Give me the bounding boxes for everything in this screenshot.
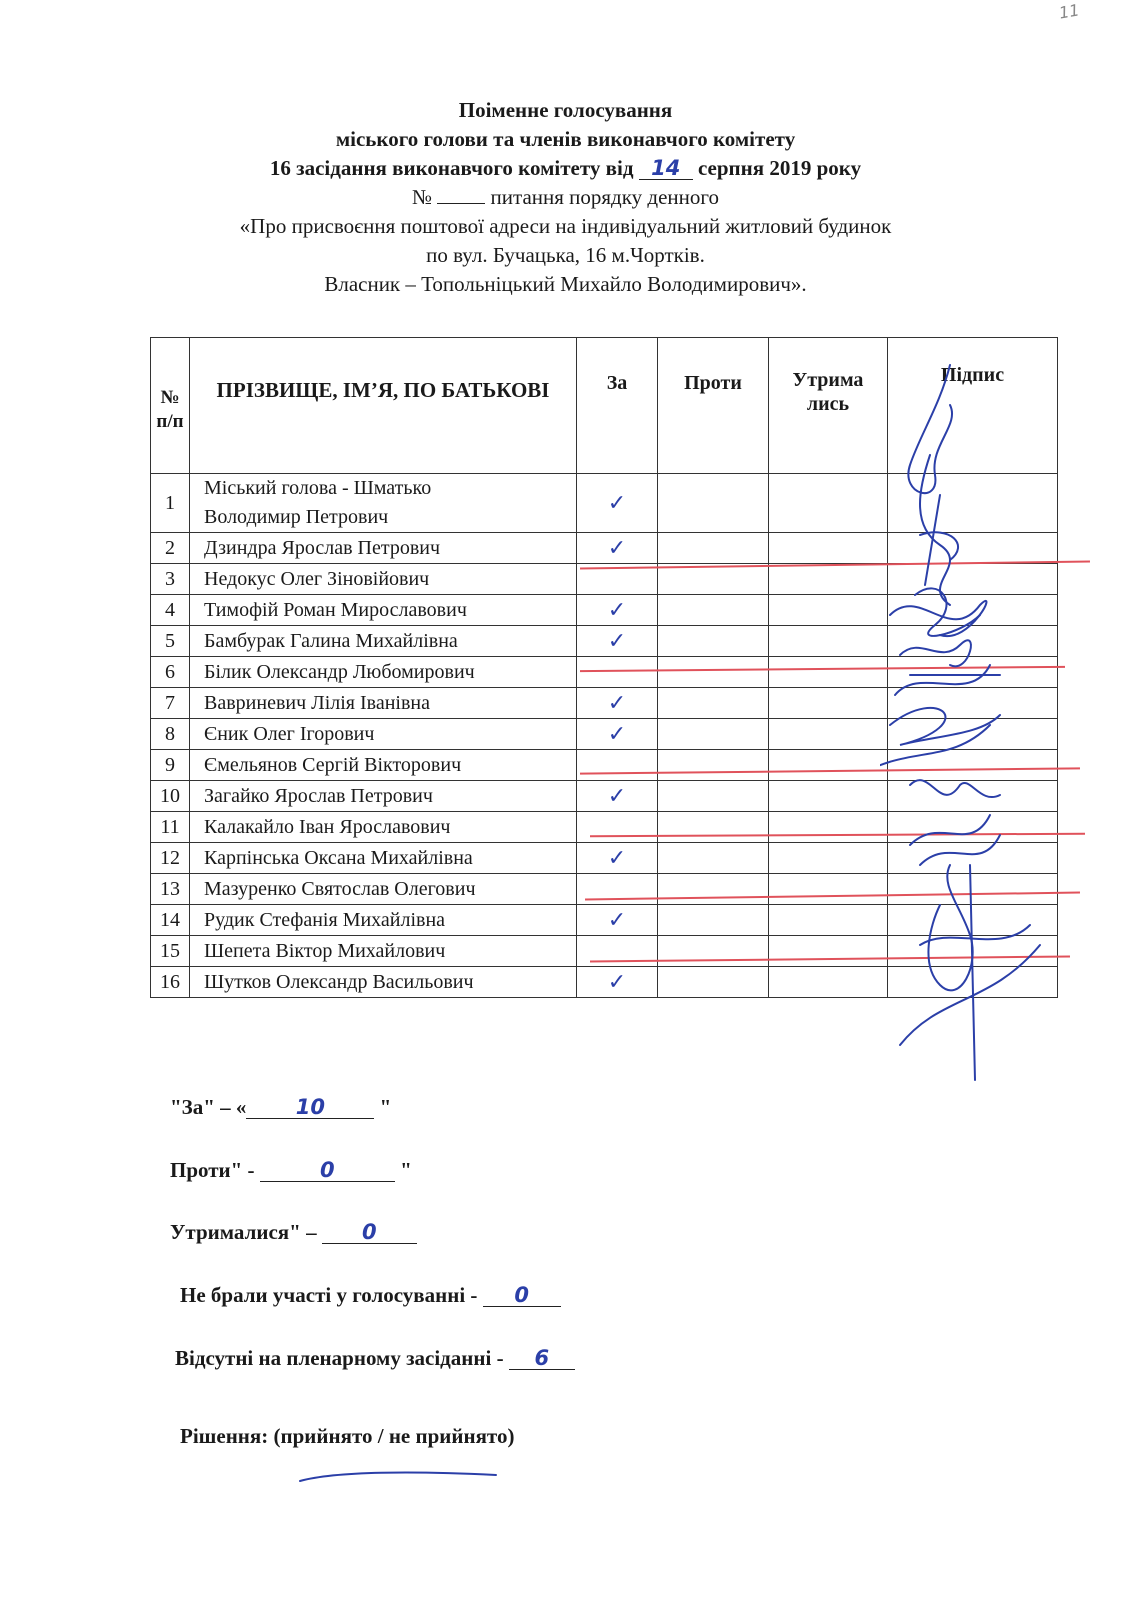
member-name: Міський голова - Шматько Володимир Петрович bbox=[190, 474, 577, 533]
row-number: 4 bbox=[151, 595, 190, 626]
vote-for-cell bbox=[577, 843, 658, 874]
signature-cell bbox=[888, 595, 1058, 626]
member-name: Вавриневич Лілія Іванівна bbox=[190, 688, 577, 719]
vote-abstain-cell bbox=[769, 812, 888, 843]
row-number: 3 bbox=[151, 564, 190, 595]
vote-for-cell bbox=[577, 967, 658, 998]
vote-against-cell bbox=[658, 657, 769, 688]
member-name: Дзиндра Ярослав Петрович bbox=[190, 533, 577, 564]
vote-abstain-cell bbox=[769, 626, 888, 657]
vote-against-cell bbox=[658, 626, 769, 657]
row-number: 9 bbox=[151, 750, 190, 781]
checkmark-icon: ✓ bbox=[607, 969, 627, 995]
vote-against-cell bbox=[658, 781, 769, 812]
summary-absent: Відсутні на пленарному засіданні - 6 bbox=[175, 1346, 575, 1371]
signature-cell bbox=[888, 905, 1058, 936]
vote-abstain-cell bbox=[769, 750, 888, 781]
table-row bbox=[151, 719, 1058, 750]
row-number: 2 bbox=[151, 533, 190, 564]
decision-underline bbox=[296, 1465, 506, 1485]
member-name: Мазуренко Святослав Олегович bbox=[190, 874, 577, 905]
table-row bbox=[151, 967, 1058, 998]
table-row bbox=[151, 688, 1058, 719]
vote-abstain-cell bbox=[769, 657, 888, 688]
heading-line-2: міського голови та членів виконавчого комітету bbox=[335, 127, 796, 151]
document-heading bbox=[0, 96, 1131, 299]
col-name-header: ПРІЗВИЩЕ, ІМ’Я, ПО БАТЬКОВІ bbox=[190, 338, 577, 474]
row-number: 14 bbox=[151, 905, 190, 936]
checkmark-icon: ✓ bbox=[607, 845, 627, 871]
signature-cell bbox=[888, 533, 1058, 564]
row-number: 6 bbox=[151, 657, 190, 688]
checkmark-icon: ✓ bbox=[607, 721, 627, 747]
row-number: 5 bbox=[151, 626, 190, 657]
member-name: Шепета Віктор Михайлович bbox=[190, 936, 577, 967]
member-name: Єник Олег Ігорович bbox=[190, 719, 577, 750]
checkmark-icon: ✓ bbox=[607, 535, 627, 561]
table-row bbox=[151, 781, 1058, 812]
row-number: 15 bbox=[151, 936, 190, 967]
vote-against-cell bbox=[658, 843, 769, 874]
checkmark-icon: ✓ bbox=[607, 597, 627, 623]
vote-abstain-cell bbox=[769, 936, 888, 967]
summary-not-voting: Не брали участі у голосуванні - 0 bbox=[180, 1283, 561, 1308]
signature-cell bbox=[888, 936, 1058, 967]
table-row bbox=[151, 843, 1058, 874]
page-number: 11 bbox=[1057, 0, 1081, 23]
vote-against-cell bbox=[658, 936, 769, 967]
agenda-item-line: № питання порядку денного bbox=[412, 185, 719, 209]
row-number: 7 bbox=[151, 688, 190, 719]
signature-cell bbox=[888, 564, 1058, 595]
member-name: Рудик Стефанія Михайлівна bbox=[190, 905, 577, 936]
table-row bbox=[151, 750, 1058, 781]
vote-abstain-cell bbox=[769, 688, 888, 719]
signature-cell bbox=[888, 688, 1058, 719]
vote-for-cell bbox=[577, 812, 658, 843]
col-signature-header: Підпис bbox=[888, 338, 1058, 474]
vote-for-cell bbox=[577, 781, 658, 812]
signature-cell bbox=[888, 657, 1058, 688]
vote-abstain-cell bbox=[769, 905, 888, 936]
signature-cell bbox=[888, 719, 1058, 750]
col-against-header: Проти bbox=[658, 338, 769, 474]
summary-against: Проти" - 0 " bbox=[170, 1158, 412, 1182]
row-number: 8 bbox=[151, 719, 190, 750]
signature-cell bbox=[888, 750, 1058, 781]
agenda-item-number-field bbox=[437, 203, 485, 204]
signature-cell bbox=[888, 626, 1058, 657]
vote-abstain-cell bbox=[769, 564, 888, 595]
signature-cell bbox=[888, 967, 1058, 998]
member-name: Тимофій Роман Мирославович bbox=[190, 595, 577, 626]
vote-abstain-cell bbox=[769, 719, 888, 750]
vote-table-header bbox=[151, 338, 1058, 474]
signature-cell bbox=[888, 812, 1058, 843]
vote-against-cell bbox=[658, 533, 769, 564]
vote-abstain-cell bbox=[769, 874, 888, 905]
vote-abstain-cell bbox=[769, 843, 888, 874]
vote-for-cell bbox=[577, 595, 658, 626]
absent-count-field: 6 bbox=[509, 1347, 575, 1370]
row-number: 16 bbox=[151, 967, 190, 998]
topic-line-3: Власник – Топольніцький Михайло Володимирович». bbox=[324, 272, 807, 296]
row-number: 10 bbox=[151, 781, 190, 812]
vote-abstain-cell bbox=[769, 474, 888, 533]
row-number: 1 bbox=[151, 474, 190, 533]
decision-label: Рішення: (прийнято / не прийнято) bbox=[180, 1424, 515, 1448]
vote-for-cell bbox=[577, 750, 658, 781]
vote-against-cell bbox=[658, 595, 769, 626]
topic-line-2: по вул. Бучацька, 16 м.Чортків. bbox=[426, 243, 705, 267]
member-name: Бамбурак Галина Михайлівна bbox=[190, 626, 577, 657]
checkmark-icon: ✓ bbox=[607, 783, 627, 809]
document-title: Поіменне голосування bbox=[458, 98, 673, 122]
table-row bbox=[151, 812, 1058, 843]
vote-abstain-cell bbox=[769, 781, 888, 812]
member-name: Шутков Олександр Васильович bbox=[190, 967, 577, 998]
row-number: 13 bbox=[151, 874, 190, 905]
vote-for-cell bbox=[577, 533, 658, 564]
checkmark-icon: ✓ bbox=[607, 490, 627, 516]
member-name: Калакайло Іван Ярославович bbox=[190, 812, 577, 843]
vote-against-cell bbox=[658, 688, 769, 719]
col-for-header: За bbox=[577, 338, 658, 474]
member-name: Ємельянов Сергій Вікторович bbox=[190, 750, 577, 781]
row-number: 12 bbox=[151, 843, 190, 874]
member-name: Білик Олександр Любомирович bbox=[190, 657, 577, 688]
topic-line-1: «Про присвоєння поштової адреси на індивідуальний житловий будинок bbox=[239, 214, 892, 238]
vote-abstain-cell bbox=[769, 967, 888, 998]
vote-against-cell bbox=[658, 905, 769, 936]
table-row bbox=[151, 905, 1058, 936]
vote-for-cell bbox=[577, 474, 658, 533]
member-name: Недокус Олег Зіновійович bbox=[190, 564, 577, 595]
checkmark-icon: ✓ bbox=[607, 690, 627, 716]
table-row bbox=[151, 595, 1058, 626]
col-abstained-header: Утрима лись bbox=[769, 338, 888, 474]
vote-against-cell bbox=[658, 967, 769, 998]
vote-for-cell bbox=[577, 626, 658, 657]
col-number-header: № п/п bbox=[151, 338, 190, 474]
vote-against-cell bbox=[658, 750, 769, 781]
vote-abstain-cell bbox=[769, 533, 888, 564]
member-name: Загайко Ярослав Петрович bbox=[190, 781, 577, 812]
abstained-count-field: 0 bbox=[322, 1221, 417, 1244]
vote-against-cell bbox=[658, 874, 769, 905]
vote-for-cell bbox=[577, 905, 658, 936]
signature-cell bbox=[888, 474, 1058, 533]
member-name: Карпінська Оксана Михайлівна bbox=[190, 843, 577, 874]
table-row bbox=[151, 533, 1058, 564]
vote-for-cell bbox=[577, 688, 658, 719]
summary-abstained: Утрималися" – 0 bbox=[170, 1220, 417, 1245]
signature-cell bbox=[888, 874, 1058, 905]
vote-against-cell bbox=[658, 812, 769, 843]
vote-against-cell bbox=[658, 474, 769, 533]
summary-for: "За" – « 10 " bbox=[170, 1095, 392, 1119]
checkmark-icon: ✓ bbox=[607, 907, 627, 933]
checkmark-icon: ✓ bbox=[607, 628, 627, 654]
table-row bbox=[151, 626, 1058, 657]
for-count-field: 10 bbox=[246, 1096, 374, 1119]
date-day-field: 14 bbox=[639, 157, 693, 180]
vote-against-cell bbox=[658, 719, 769, 750]
vote-abstain-cell bbox=[769, 595, 888, 626]
table-row bbox=[151, 474, 1058, 533]
signature-cell bbox=[888, 781, 1058, 812]
heading-line-3: 16 засідання виконавчого комітету від 14 серпня 2019 року bbox=[269, 156, 862, 180]
table-row bbox=[151, 657, 1058, 688]
row-number: 11 bbox=[151, 812, 190, 843]
vote-for-cell bbox=[577, 719, 658, 750]
signature-cell bbox=[888, 843, 1058, 874]
not-voting-count-field: 0 bbox=[483, 1284, 561, 1307]
against-count-field: 0 bbox=[260, 1159, 395, 1182]
